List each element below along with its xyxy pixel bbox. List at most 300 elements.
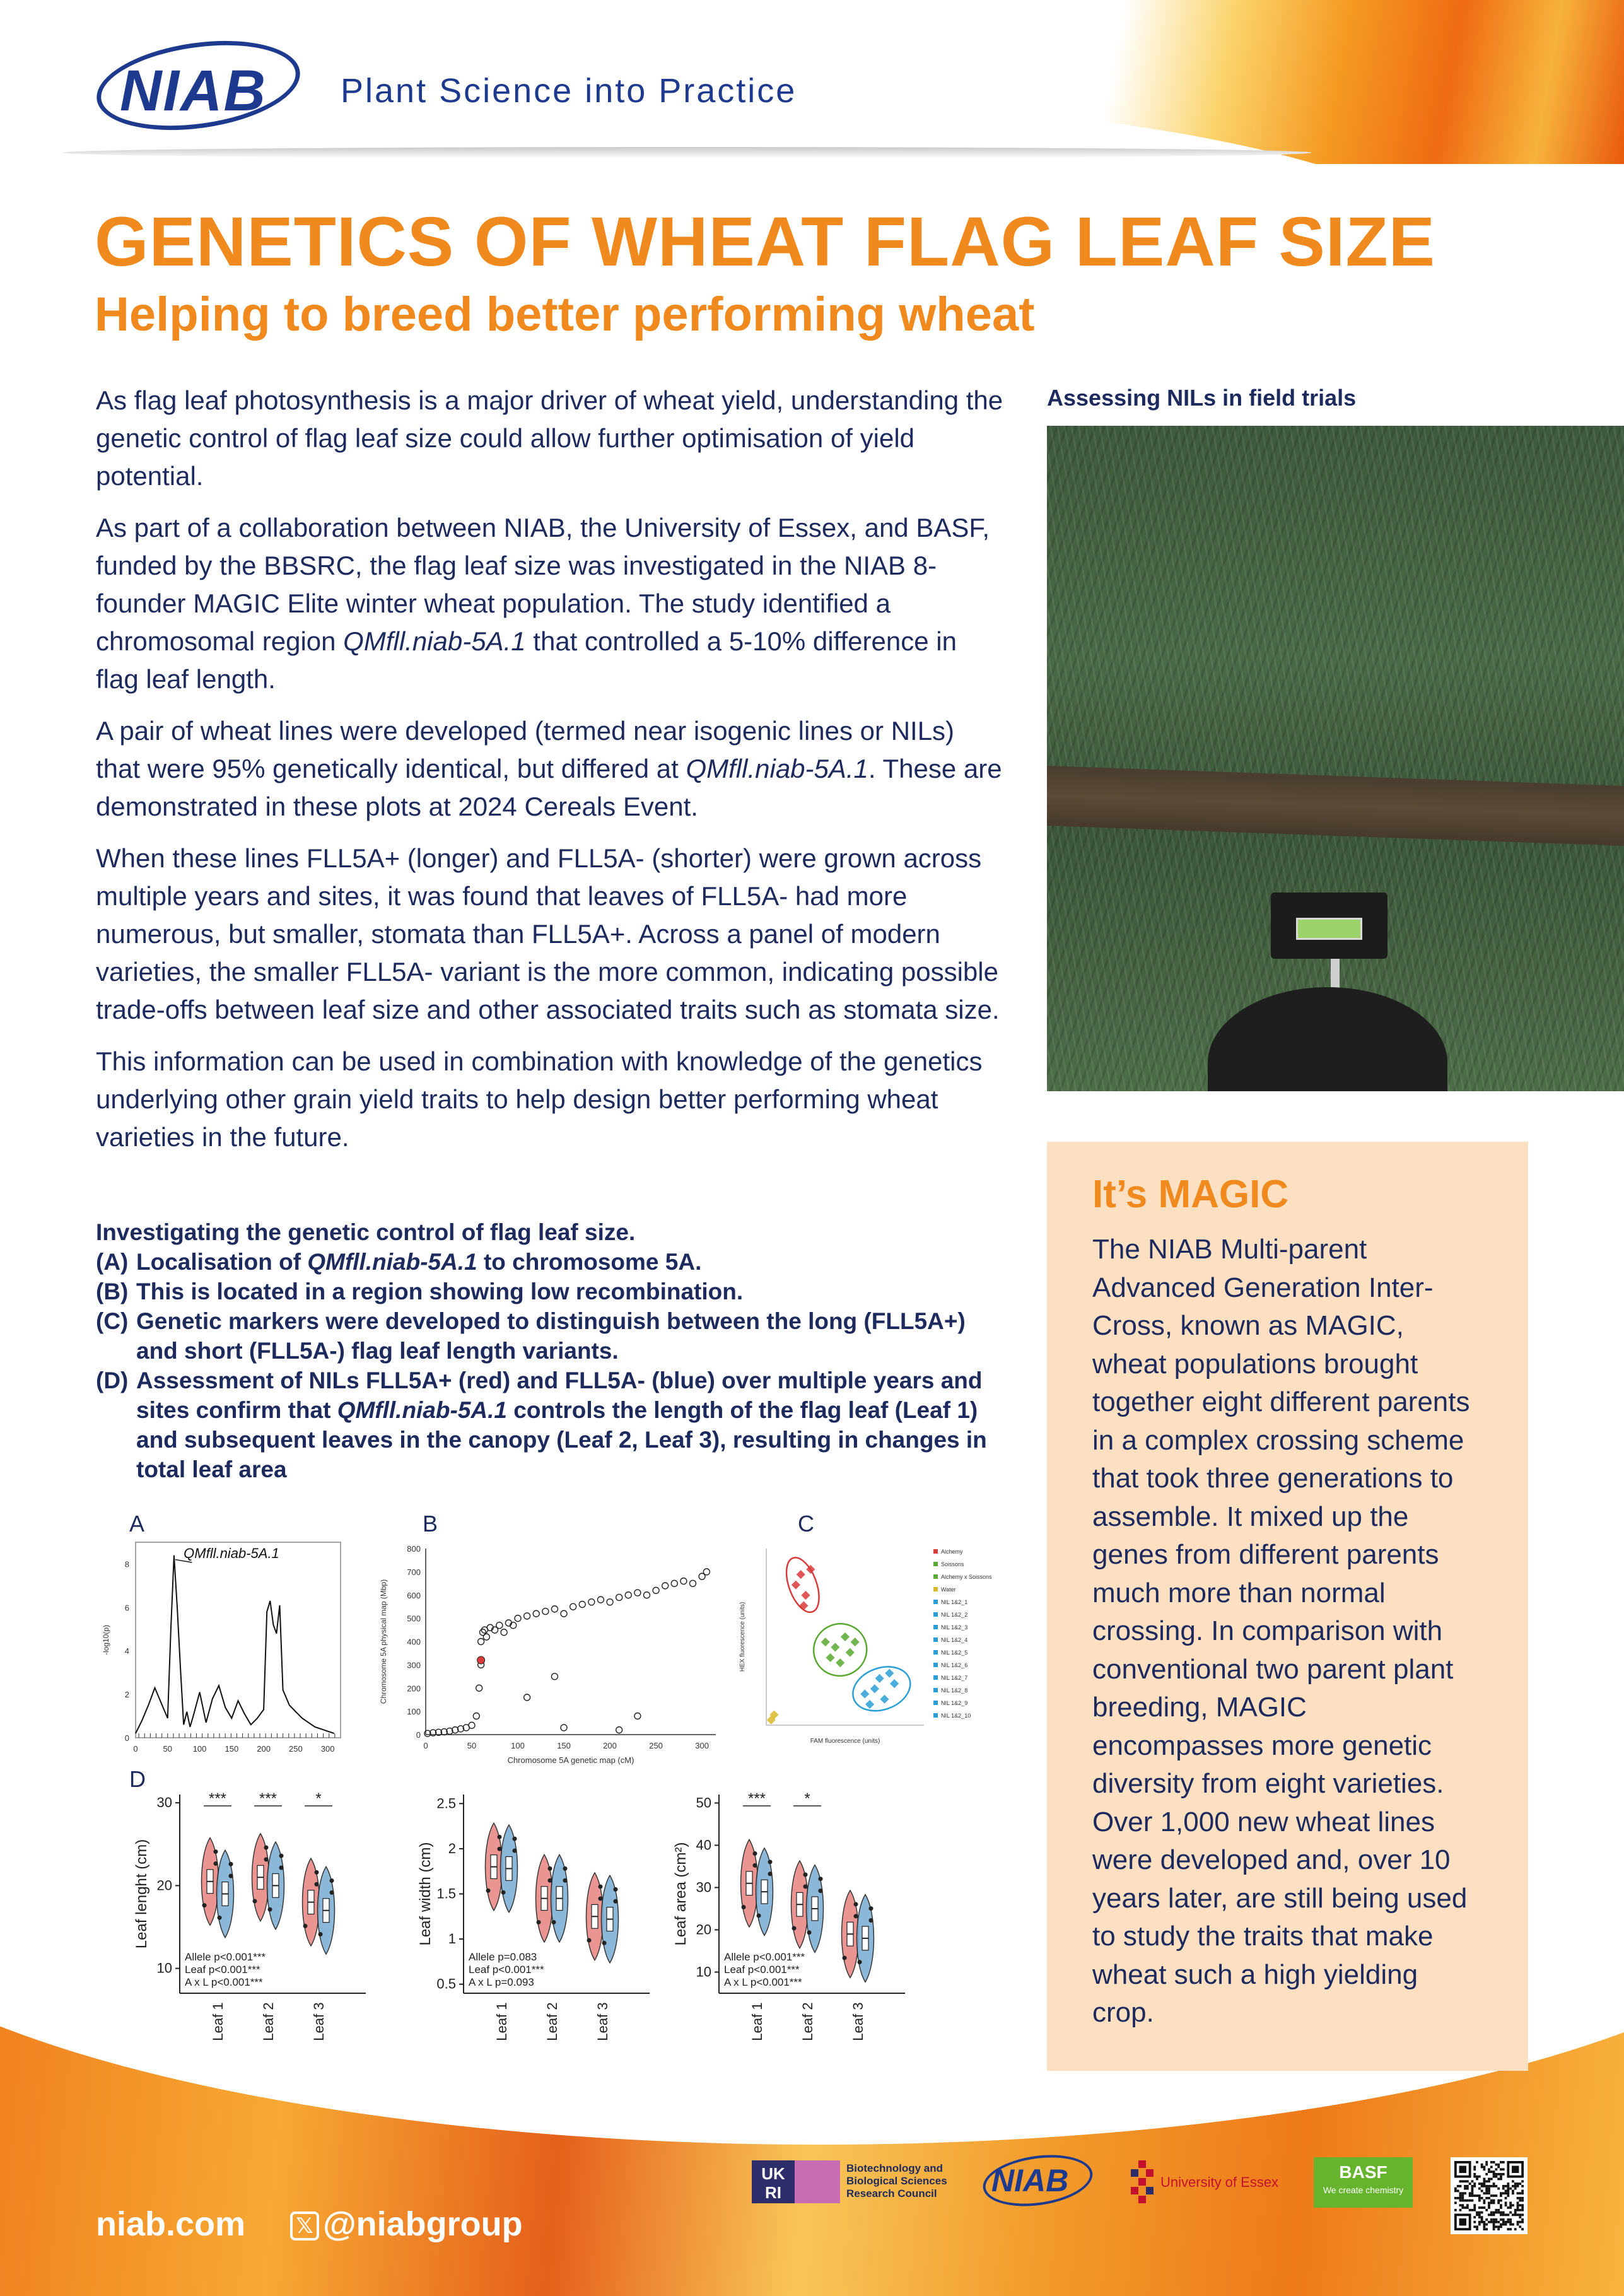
qr-module (1488, 2180, 1490, 2182)
figure-legend (96, 1217, 1004, 1484)
qr-module (1493, 2185, 1495, 2188)
qr-module (1473, 2166, 1476, 2169)
qr-module (1514, 2209, 1517, 2211)
qr-module (1490, 2161, 1493, 2164)
qr-module (1485, 2223, 1488, 2226)
y-tick-label: 800 (407, 1544, 421, 1554)
qr-module (1500, 2173, 1502, 2176)
qr-module (1507, 2218, 1509, 2221)
y-tick-label: 6 (124, 1603, 129, 1613)
qr-module (1507, 2192, 1509, 2194)
y-axis-label: -log10(p) (102, 1624, 110, 1656)
x-tick-label: 150 (225, 1744, 239, 1754)
scatter-point (597, 1596, 604, 1603)
qr-module (1509, 2221, 1512, 2223)
y-tick-label: 0.5 (436, 1976, 456, 1992)
qr-module (1488, 2168, 1490, 2170)
qr-module (1495, 2209, 1497, 2211)
qr-module (1478, 2197, 1481, 2199)
legend-label: Alchemy (941, 1549, 963, 1555)
cluster-ellipse (806, 1616, 873, 1683)
qr-module (1485, 2188, 1488, 2190)
scatter-point (561, 1610, 567, 1617)
qr-module (1507, 2182, 1509, 2185)
panel-label-b: B (423, 1511, 438, 1537)
qr-module (1500, 2213, 1502, 2216)
chart-panel-d2 (416, 1785, 656, 2088)
qr-module (1502, 2168, 1505, 2170)
footer-website[interactable]: niab.com (96, 2205, 246, 2243)
qr-module (1500, 2194, 1502, 2197)
qr-module (1457, 2197, 1459, 2199)
qr-module (1521, 2204, 1524, 2206)
scatter-point (483, 1634, 489, 1640)
genotype-point (792, 1581, 800, 1590)
qr-module (1473, 2206, 1476, 2209)
qr-module (1490, 2178, 1493, 2181)
qr-module (1509, 2228, 1512, 2230)
qr-module (1478, 2199, 1481, 2202)
qr-module (1497, 2228, 1500, 2230)
qr-module (1464, 2180, 1466, 2182)
data-point (268, 1907, 272, 1912)
qr-module (1500, 2192, 1502, 2194)
y-tick-label: 100 (407, 1707, 421, 1717)
paragraph-5: This information can be used in combination with knowledge of the genetics underlying other grain yield traits to help design better performing wheat varieties in the future. (96, 1046, 983, 1152)
legend-label: NIL 1&2_5 (941, 1649, 968, 1656)
qr-module (1488, 2192, 1490, 2194)
data-point (218, 1916, 222, 1920)
qr-module (1473, 2173, 1476, 2176)
qr-module (1514, 2211, 1517, 2214)
genotype-point (865, 1700, 874, 1709)
legend-swatch (933, 1562, 938, 1566)
data-point (552, 1920, 556, 1924)
legend-label: NIL 1&2_7 (941, 1675, 968, 1681)
page-subtitle: Helping to breed better performing wheat (95, 288, 1035, 341)
qr-module (1454, 2188, 1457, 2190)
data-point (264, 1857, 269, 1861)
qr-module (1493, 2182, 1495, 2185)
qr-module (1478, 2188, 1481, 2190)
qr-module (1490, 2221, 1493, 2223)
qr-module (1497, 2211, 1500, 2214)
qr-module (1502, 2211, 1505, 2214)
qr-module (1512, 2190, 1514, 2193)
y-tick-label: 300 (407, 1660, 421, 1670)
qr-module (1461, 2204, 1464, 2206)
y-tick-label: 4 (124, 1646, 129, 1656)
qr-module (1485, 2218, 1488, 2221)
qr-module (1517, 2197, 1519, 2199)
qr-module (1466, 2180, 1469, 2182)
qr-module (1464, 2192, 1466, 2194)
legend-item-text: Localisation of QMfll.niab-5A.1 to chromosome 5A. (136, 1249, 702, 1275)
legend-item-text: Assessment of NILs FLL5A+ (red) and FLL5A- (blue) over multiple years and sites confirm that QMfll.niab-5A.1 controls the length of the flag leaf (Leaf 1) and subsequent leaves in the canopy (Leaf 2, Leaf 3), resulting in changes in total leaf area (136, 1368, 987, 1482)
qr-module (1495, 2176, 1497, 2178)
scatter-point (469, 1722, 475, 1728)
genotype-point (846, 1648, 855, 1657)
significance-label: * (804, 1790, 810, 1807)
qr-module (1488, 2190, 1490, 2193)
stats-label: Leaf p<0.001*** (469, 1964, 544, 1976)
scatter-point (607, 1599, 613, 1605)
qr-module (1483, 2206, 1486, 2209)
qr-module (1505, 2192, 1507, 2194)
qr-module (1483, 2178, 1486, 2181)
qr-module (1514, 2228, 1517, 2230)
footer-social[interactable] (290, 2205, 523, 2244)
qr-module (1502, 2221, 1505, 2223)
legend-swatch (933, 1663, 938, 1667)
qr-module (1478, 2194, 1481, 2197)
qr-module (1490, 2170, 1493, 2173)
qr-module (1495, 2173, 1497, 2176)
qr-module (1459, 2194, 1462, 2197)
data-point (858, 1960, 862, 1964)
qr-module (1473, 2176, 1476, 2178)
qr-module (1497, 2164, 1500, 2166)
qr-module (1459, 2197, 1462, 2199)
qr-module (1517, 2201, 1519, 2204)
qr-module (1495, 2194, 1497, 2197)
data-point (513, 1849, 517, 1853)
genotype-point (826, 1653, 834, 1662)
qr-module (1461, 2199, 1464, 2202)
scatter-point (473, 1713, 479, 1719)
y-tick-label: 600 (407, 1590, 421, 1600)
qr-module (1476, 2213, 1478, 2216)
qr-module (1473, 2221, 1476, 2223)
x-tick-label: Leaf 3 (595, 2002, 610, 2041)
qr-module (1505, 2213, 1507, 2216)
legend-swatch (933, 1612, 938, 1617)
data-point (214, 1861, 218, 1866)
qr-module (1495, 2211, 1497, 2214)
qr-module (1488, 2185, 1490, 2188)
qr-module (1502, 2213, 1505, 2216)
qr-module (1473, 2182, 1476, 2185)
y-axis-label: HEX fluorescence (units) (739, 1602, 746, 1672)
x-logo-icon: 𝕏 (290, 2211, 319, 2240)
qr-module (1483, 2201, 1486, 2204)
legend-item-label: (C) (96, 1308, 129, 1334)
qr-module (1476, 2194, 1478, 2197)
qr-module (1485, 2173, 1488, 2176)
legend-label: Soissons (941, 1561, 964, 1567)
x-tick-label: 300 (320, 1744, 335, 1754)
qr-module (1481, 2164, 1483, 2166)
genotype-point (836, 1658, 844, 1667)
qr-module (1490, 2185, 1493, 2188)
qr-module (1521, 2185, 1524, 2188)
qr-module (1471, 2185, 1474, 2188)
x-tick-label: Leaf 1 (749, 2002, 765, 2041)
x-tick-label: 200 (257, 1744, 271, 1754)
scatter-point (634, 1590, 641, 1596)
essex-logo-icon (1131, 2160, 1154, 2207)
qr-module (1481, 2182, 1483, 2185)
qr-module (1481, 2185, 1483, 2188)
qr-module (1505, 2204, 1507, 2206)
qr-module (1521, 2192, 1524, 2194)
bbsrc-name: Biotechnology and Biological Sciences Research Council (846, 2162, 947, 2199)
tagline: Plant Science into Practice (341, 72, 797, 110)
qr-module (1507, 2185, 1509, 2188)
qr-module (1521, 2199, 1524, 2202)
qr-module (1519, 2182, 1521, 2185)
y-tick-label: 40 (696, 1837, 711, 1853)
qr-module (1485, 2180, 1488, 2182)
data-point (498, 1847, 502, 1851)
qr-module (1476, 2228, 1478, 2230)
genotype-point (821, 1637, 830, 1646)
qr-module (1521, 2218, 1524, 2221)
scatter-point (662, 1583, 669, 1589)
qr-module (1519, 2209, 1521, 2211)
data-point (854, 1914, 858, 1918)
qr-module (1505, 2221, 1507, 2223)
qr-module (1512, 2192, 1514, 2194)
qr-finder (1512, 2166, 1519, 2173)
qr-module (1517, 2204, 1519, 2206)
qr-module (1471, 2192, 1474, 2194)
genotype-point (870, 1684, 879, 1693)
qr-module (1488, 2201, 1490, 2204)
qr-code[interactable] (1451, 2157, 1528, 2234)
qr-module (1471, 2180, 1474, 2182)
qr-module (1509, 2211, 1512, 2214)
figure-legend-list (96, 1247, 1004, 1484)
data-point (563, 1866, 568, 1871)
data-point (602, 1941, 607, 1945)
stats-label: Leaf p<0.001*** (185, 1964, 260, 1976)
qr-module (1483, 2221, 1486, 2223)
x-tick-label: Leaf 2 (260, 2002, 276, 2041)
legend-swatch (933, 1587, 938, 1591)
y-tick-label: 0 (416, 1730, 421, 1740)
scatter-point (496, 1622, 503, 1629)
qr-module (1521, 2209, 1524, 2211)
cluster-ellipse (846, 1659, 916, 1718)
qr-module (1478, 2176, 1481, 2178)
legend-swatch (933, 1701, 938, 1705)
scatter-point (653, 1587, 659, 1593)
qr-module (1502, 2218, 1505, 2221)
qr-module (1500, 2218, 1502, 2221)
genotype-point (880, 1695, 889, 1704)
qr-module (1507, 2206, 1509, 2209)
qr-module (1505, 2185, 1507, 2188)
qr-module (1493, 2176, 1495, 2178)
qr-module (1509, 2201, 1512, 2204)
qr-module (1466, 2188, 1469, 2190)
qr-module (1478, 2221, 1481, 2223)
qr-module (1488, 2206, 1490, 2209)
qr-module (1519, 2213, 1521, 2216)
qr-module (1461, 2192, 1464, 2194)
qr-module (1459, 2209, 1462, 2211)
x-tick-label: Leaf 2 (544, 2002, 560, 2041)
stats-label: A x L p<0.001*** (724, 1976, 802, 1988)
qr-module (1493, 2213, 1495, 2216)
panel-label-a: A (129, 1511, 145, 1537)
qr-module (1500, 2223, 1502, 2226)
qr-module (1495, 2164, 1497, 2166)
qr-finder (1459, 2166, 1466, 2173)
y-tick-label: 10 (156, 1960, 172, 1976)
qr-module (1517, 2206, 1519, 2209)
qr-module (1521, 2221, 1524, 2223)
y-tick-label: 2 (124, 1690, 129, 1700)
qr-module (1485, 2197, 1488, 2199)
qr-module (1471, 2209, 1474, 2211)
figure-legend-heading: Investigating the genetic control of flag leaf size. (96, 1219, 636, 1245)
significance-label: *** (259, 1790, 277, 1807)
data-point (202, 1903, 207, 1907)
qr-module (1481, 2206, 1483, 2209)
qr-module (1514, 2182, 1517, 2185)
stats-label: Leaf p<0.001*** (724, 1964, 800, 1976)
x-tick-label: 0 (423, 1741, 428, 1750)
qr-module (1502, 2188, 1505, 2190)
qr-module (1473, 2204, 1476, 2206)
scatter-point (478, 1639, 484, 1645)
legend-item-text: This is located in a region showing low recombination. (136, 1279, 744, 1304)
qr-module (1485, 2164, 1488, 2166)
photo-caption: Assessing NILs in field trials (1047, 385, 1357, 411)
qr-module (1509, 2218, 1512, 2221)
qr-module (1505, 2197, 1507, 2199)
ukri-mark-uk: UK (761, 2164, 785, 2183)
legend-swatch (933, 1625, 938, 1629)
qr-module (1493, 2218, 1495, 2221)
qr-module (1471, 2194, 1474, 2197)
qr-module (1500, 2225, 1502, 2228)
qr-module (1454, 2197, 1457, 2199)
scatter-point (524, 1694, 530, 1701)
x-tick-label: 100 (192, 1744, 207, 1754)
qr-module (1495, 2185, 1497, 2188)
figure-legend-item (96, 1366, 1004, 1484)
x-tick-label: Leaf 1 (494, 2002, 510, 2041)
qr-module (1521, 2180, 1524, 2182)
qr-module (1517, 2223, 1519, 2226)
y-tick-label: 30 (156, 1795, 172, 1811)
qr-module (1502, 2161, 1505, 2164)
qr-module (1512, 2223, 1514, 2226)
qr-module (1457, 2190, 1459, 2193)
qr-module (1488, 2197, 1490, 2199)
qr-module (1512, 2185, 1514, 2188)
qr-module (1507, 2228, 1509, 2230)
data-point (229, 1862, 233, 1866)
data-point (315, 1870, 319, 1875)
scatter-point (616, 1727, 622, 1733)
qr-module (1473, 2225, 1476, 2228)
figure-legend-item (96, 1306, 1004, 1366)
ukri-mark-ri: RI (765, 2183, 781, 2202)
qr-module (1497, 2178, 1500, 2181)
qr-module (1502, 2223, 1505, 2226)
qr-module (1488, 2178, 1490, 2181)
qr-module (1493, 2161, 1495, 2164)
qr-module (1485, 2161, 1488, 2164)
qr-module (1483, 2182, 1486, 2185)
data-point (486, 1889, 491, 1893)
qr-module (1517, 2221, 1519, 2223)
stats-label: A x L p<0.001*** (185, 1976, 263, 1988)
qr-module (1490, 2166, 1493, 2169)
paragraph-2: As part of a collaboration between NIAB, the University of Essex, and BASF, funded by the BBSRC, the flag leaf size was investigated in the NIAB 8-founder MAGIC Elite winter wheat population. The study identified a chromosomal region QMfll.niab-5A.1 that controlled a 5-10% difference in flag leaf length. (96, 513, 990, 694)
logo-text: NIAB (120, 59, 267, 123)
x-tick-label: 300 (695, 1741, 709, 1750)
data-point (843, 1955, 847, 1960)
qr-module (1517, 2209, 1519, 2211)
qr-module (1483, 2166, 1486, 2169)
qr-module (1495, 2221, 1497, 2223)
qr-module (1490, 2201, 1493, 2204)
data-point (753, 1851, 757, 1856)
qr-module (1488, 2204, 1490, 2206)
legend-swatch (933, 1675, 938, 1680)
qr-module (1454, 2209, 1457, 2211)
qtl-marker-point (477, 1656, 485, 1664)
qr-module (1461, 2180, 1464, 2182)
photo-sensor-board (1271, 893, 1387, 959)
data-point (742, 1905, 746, 1909)
header-divider (63, 147, 1312, 158)
magic-text: The NIAB Multi-parent Advanced Generation Inter-Cross, known as MAGIC, wheat populations brought together eight different parents in a complex crossing scheme that took three generations to assemble. It mixed up the genes from different parents much more than normal crossing. In comparison with conventional two parent plant breeding, MAGIC encompasses more genetic diversity from eight varieties. Over 1,000 new wheat lines were developed and, over 10 years later, are still being used to study the traits that make wheat such a high yielding crop. (1092, 1234, 1470, 2028)
data-point (587, 1938, 592, 1943)
qr-module (1459, 2199, 1462, 2202)
y-axis-label: Leaf width (cm) (417, 1842, 434, 1946)
paragraph-3: A pair of wheat lines were developed (termed near isogenic lines or NILs) that were 95% genetically identical, but differed at QMfll.niab-5A.1. These are demonstrated in these plots at 2024 Cereals Event. (96, 716, 1002, 821)
data-point (279, 1854, 284, 1858)
y-tick-label: 400 (407, 1637, 421, 1647)
data-point (537, 1920, 541, 1924)
qr-module (1481, 2211, 1483, 2214)
data-point (279, 1866, 284, 1870)
qr-module (1459, 2192, 1462, 2194)
data-point (501, 1890, 506, 1895)
scatter-point (671, 1580, 677, 1586)
legend-label: NIL 1&2_6 (941, 1662, 968, 1668)
qr-module (1493, 2221, 1495, 2223)
qr-module (1512, 2180, 1514, 2182)
field-trial-photo (1047, 426, 1624, 1091)
qr-module (1473, 2185, 1476, 2188)
qr-module (1481, 2218, 1483, 2221)
qr-module (1478, 2213, 1481, 2216)
qr-module (1485, 2190, 1488, 2193)
basf-logo (1314, 2157, 1413, 2208)
legend-label: NIL 1&2_2 (941, 1612, 968, 1618)
data-point (513, 1837, 517, 1841)
scatter-point (625, 1592, 631, 1598)
qr-module (1483, 2192, 1486, 2194)
qr-module (1488, 2188, 1490, 2190)
qr-module (1509, 2223, 1512, 2226)
social-handle: @niabgroup (323, 2205, 523, 2243)
scatter-point (561, 1725, 567, 1731)
genotype-point (860, 1690, 869, 1699)
data-point (819, 1889, 823, 1893)
qr-module (1505, 2190, 1507, 2193)
qr-module (1459, 2204, 1462, 2206)
qr-module (1476, 2161, 1478, 2164)
y-tick-label: 500 (407, 1614, 421, 1624)
